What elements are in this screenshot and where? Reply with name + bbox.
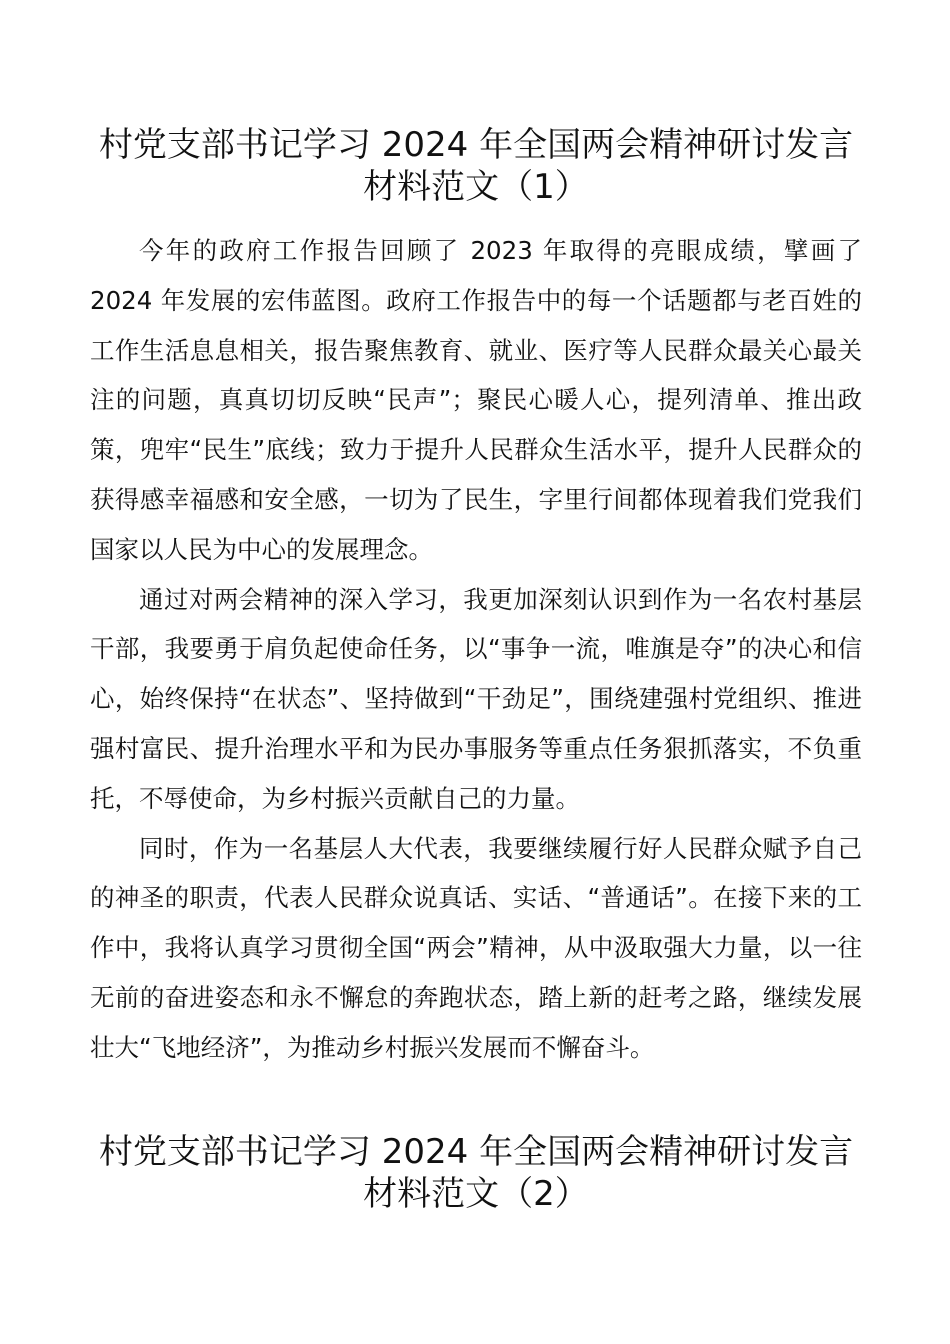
article-1-title-line-2: 材料范文（1） (363, 167, 589, 207)
article-1-body (90, 226, 862, 1073)
article-2-title-line-1: 村党支部书记学习 2024 年全国两会精神研讨发言 (98, 1132, 854, 1172)
article-1-title (90, 124, 862, 208)
article-1-paragraph-1: 今年的政府工作报告回顾了 2023 年取得的亮眼成绩，擘画了 2024 年发展的宏伟蓝图。政府工作报告中的每一个话题都与老百姓的工作生活息息相关，报告聚焦教育、就业、医疗等人民群众最关心最关注的问题，真真切切反映“民声”；聚民心暖人心，提列清单、推出政策，兜牢“民生”底线；致力于提升人民群众生活水平，提升人民群众的获得感幸福感和安全感，一切为了民生，字里行间都体现着我们党我们国家以人民为中心的发展理念。 (90, 236, 862, 564)
article-2-title-line-2: 材料范文（2） (363, 1174, 589, 1214)
article-1-paragraph-2: 通过对两会精神的深入学习，我更加深刻认识到作为一名农村基层干部，我要勇于肩负起使命任务，以“事争一流，唯旗是夺”的决心和信心，始终保持“在状态”、坚持做到“干劲足”，围绕建强村党组织、推进强村富民、提升治理水平和为民办事服务等重点任务狠抓落实，不负重托，不辱使命，为乡村振兴贡献自己的力量。 (90, 584, 862, 813)
article-1-paragraph-3: 同时，作为一名基层人大代表，我要继续履行好人民群众赋予自己的神圣的职责，代表人民群众说真话、实话、“普通话”。在接下来的工作中，我将认真学习贯彻全国“两会”精神，从中汲取强大力量，以一往无前的奋进姿态和永不懈怠的奔跑状态，踏上新的赶考之路，继续发展壮大“飞地经济”，为推动乡村振兴发展而不懈奋斗。 (90, 833, 862, 1062)
article-1-title-line-1: 村党支部书记学习 2024 年全国两会精神研讨发言 (98, 125, 854, 165)
article-2-title (90, 1131, 862, 1215)
